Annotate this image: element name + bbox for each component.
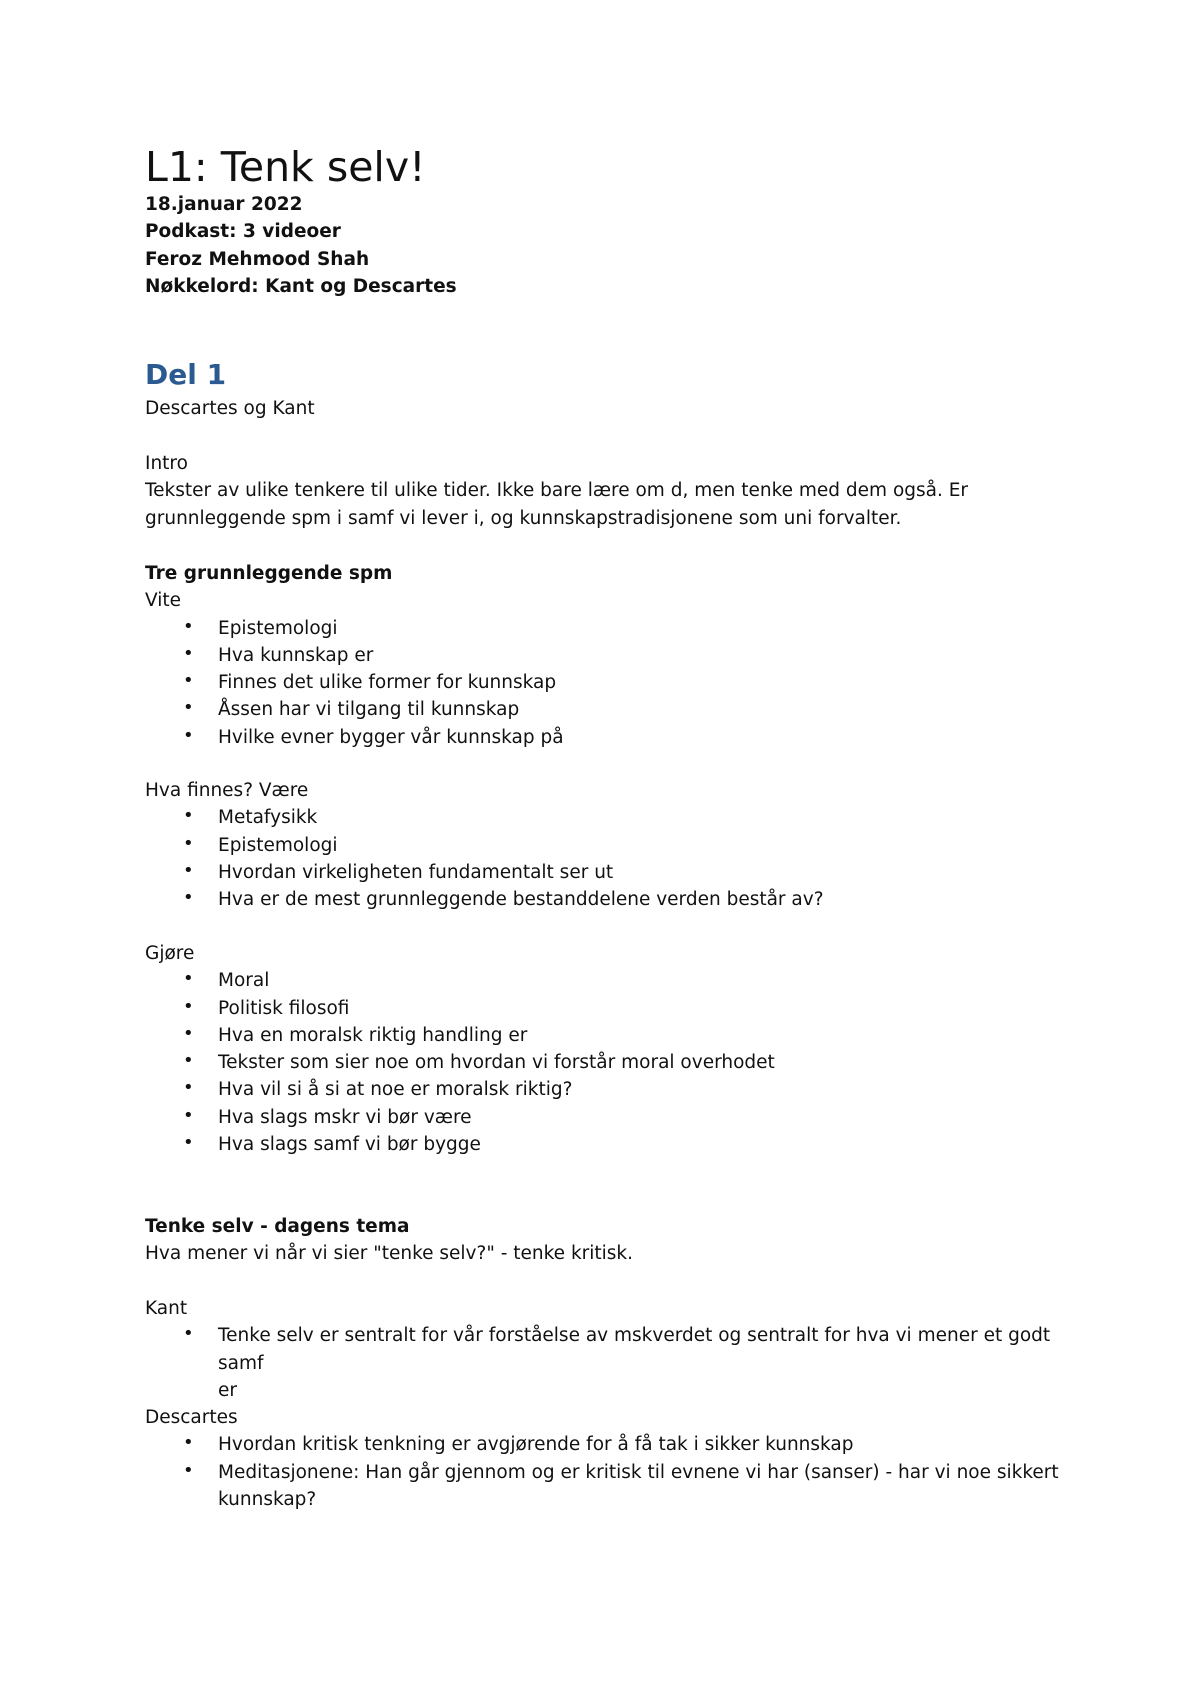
list-item: • Hvordan kritisk tenkning er avgjørende for å få tak i sikker kunnskap	[183, 1432, 854, 1456]
bullet-icon: •	[183, 670, 194, 692]
list-item: • Hvordan virkeligheten fundamentalt ser ut	[183, 859, 614, 883]
tenke-heading: Tenke selv - dagens tema	[145, 1216, 410, 1237]
list-item: • Hva kunnskap er	[183, 642, 374, 666]
intro-text-line-2: grunnleggende spm i samf vi lever i, og kunnskapstradisjonene som uni forvalter.	[145, 507, 902, 529]
tenke-text: Hva mener vi når vi sier "tenke selv?" - tenke kritisk.	[145, 1243, 634, 1265]
section-subtitle: Descartes og Kant	[145, 398, 315, 419]
list-item: • Tenke selv er sentralt for vår forståelse av mskverdet og sentralt for hva vi mener et godt samf er	[183, 1323, 1051, 1401]
list-item: • Hva slags mskr vi bør være	[183, 1104, 472, 1128]
kant-label: Kant	[145, 1298, 188, 1319]
list-item: • Hva er de mest grunnleggende bestanddelene verden består av?	[183, 887, 824, 911]
meta-date: 18.januar 2022	[145, 194, 303, 215]
list-item: • Hva vil si å si at noe er moralsk riktig?	[183, 1077, 573, 1101]
bullet-icon: •	[183, 1132, 194, 1154]
list-item: • Hva slags samf vi bør bygge	[183, 1132, 481, 1156]
bullet-icon: •	[183, 1459, 194, 1481]
document-meta	[145, 191, 1075, 300]
vaere-section	[145, 777, 1075, 913]
bullet-icon: •	[183, 1050, 194, 1072]
list-item: • Hvilke evner bygger vår kunnskap på	[183, 724, 564, 748]
intro-label: Intro	[145, 453, 188, 474]
gjore-section	[145, 940, 1075, 1158]
bullet-icon: •	[183, 832, 194, 854]
bullet-icon: •	[183, 724, 194, 746]
gjore-label: Gjøre	[145, 943, 195, 964]
section-heading: Del 1	[145, 358, 227, 391]
meta-author: Feroz Mehmood Shah	[145, 248, 370, 270]
list-item: • Epistemologi	[183, 615, 338, 639]
vaere-list	[145, 804, 1075, 913]
meta-podcast: Podkast: 3 videoer	[145, 221, 341, 243]
bullet-icon: •	[183, 697, 194, 719]
document-title: L1: Tenk selv!	[145, 143, 426, 191]
bullet-icon: •	[183, 887, 194, 909]
vite-list	[145, 615, 1075, 751]
kant-list	[145, 1322, 1075, 1404]
list-item: • Epistemologi	[183, 832, 338, 856]
spm-heading: Tre grunnleggende spm	[145, 563, 393, 584]
list-item: • Hva en moralsk riktig handling er	[183, 1022, 528, 1046]
meta-keywords: Nøkkelord: Kant og Descartes	[145, 275, 457, 297]
bullet-icon: •	[183, 1323, 194, 1345]
list-item: • Meditasjonene: Han går gjennom og er kritisk til evnene vi har (sanser) - har vi noe sikkert kunnskap?	[183, 1459, 1059, 1510]
list-item: • Metafysikk	[183, 805, 318, 829]
bullet-icon: •	[183, 968, 194, 990]
list-item: • Åssen har vi tilgang til kunnskap	[183, 697, 520, 721]
bullet-icon: •	[183, 859, 194, 881]
bullet-icon: •	[183, 615, 194, 637]
vite-section	[145, 560, 1075, 751]
intro-section	[145, 450, 1075, 532]
bullet-icon: •	[183, 1432, 194, 1454]
vaere-label: Hva finnes? Være	[145, 780, 309, 801]
bullet-icon: •	[183, 642, 194, 664]
gjore-list	[145, 967, 1075, 1158]
kant-section	[145, 1295, 1075, 1404]
intro-text-line-1: Tekster av ulike tenkere til ulike tider. Ikke bare lære om d, men tenke med dem også. Er	[145, 480, 969, 502]
bullet-icon: •	[183, 1104, 194, 1126]
list-item: • Tekster som sier noe om hvordan vi forstår moral overhodet	[183, 1050, 775, 1074]
list-item: • Politisk filosofi	[183, 995, 350, 1019]
bullet-icon: •	[183, 805, 194, 827]
bullet-icon: •	[183, 1077, 194, 1099]
tenke-section	[145, 1213, 1075, 1268]
descartes-section	[145, 1404, 1075, 1513]
bullet-icon: •	[183, 995, 194, 1017]
list-item: • Moral	[183, 968, 270, 992]
descartes-label: Descartes	[145, 1407, 238, 1428]
vite-label: Vite	[145, 590, 182, 612]
list-item: • Finnes det ulike former for kunnskap	[183, 670, 557, 694]
bullet-icon: •	[183, 1022, 194, 1044]
descartes-list	[145, 1431, 1075, 1513]
